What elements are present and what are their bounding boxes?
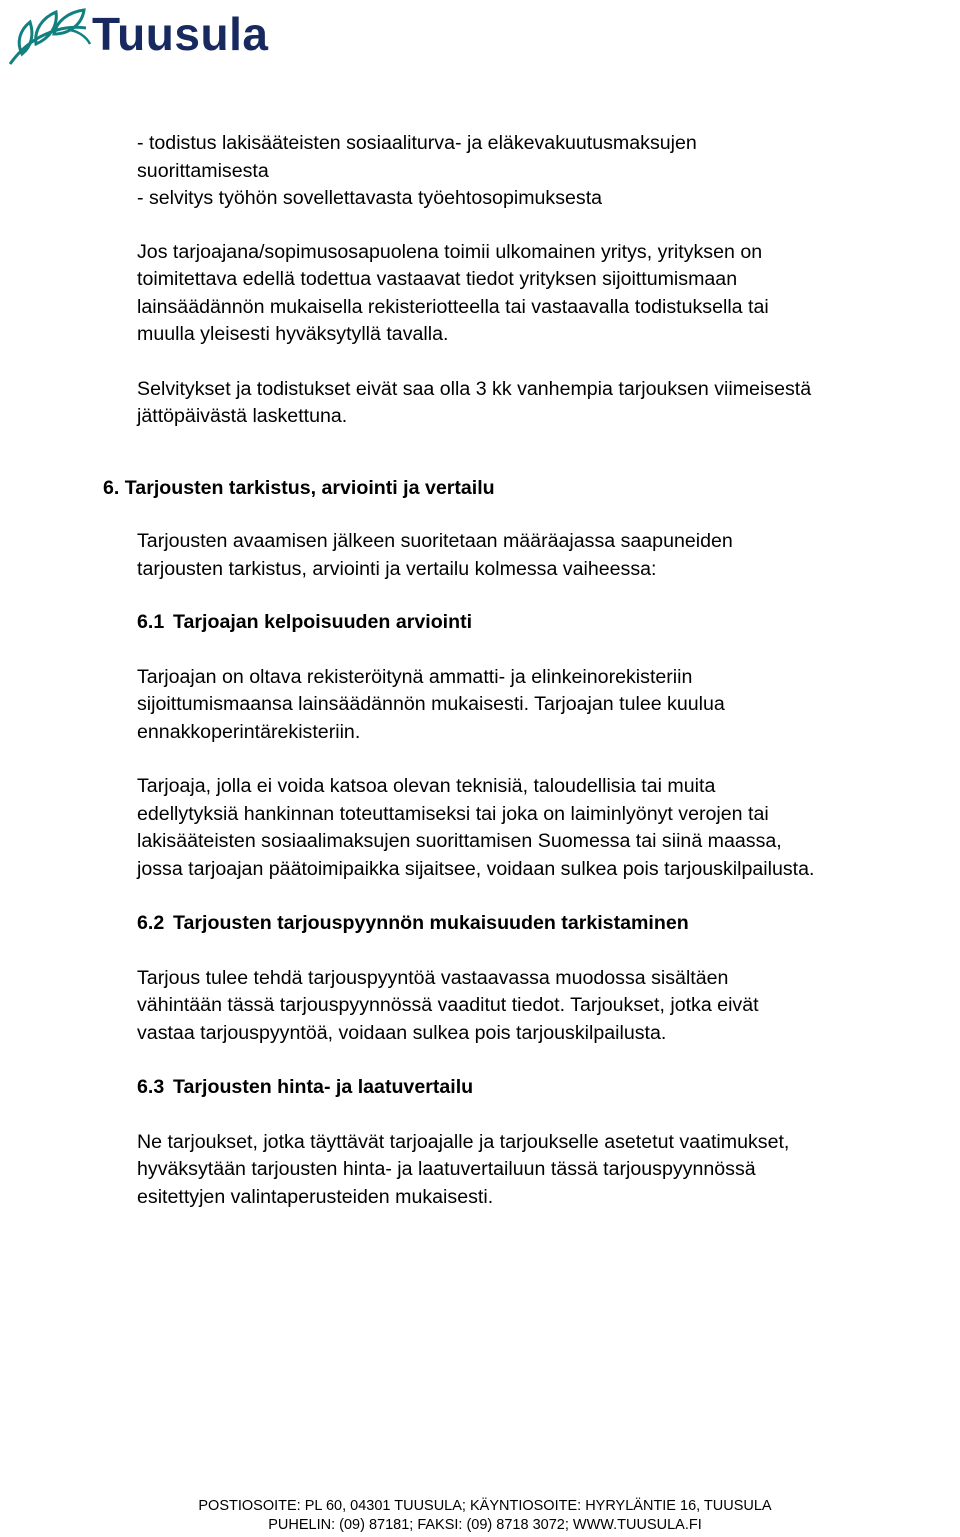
text-line: Tarjoaja, jolla ei voida katsoa olevan teknisiä, taloudellisia tai muita bbox=[137, 775, 716, 797]
section-number: 6.1 bbox=[137, 611, 165, 633]
text-line: lainsäädännön mukaisella rekisteriotteella tai vastaavalla todistuksella tai bbox=[137, 295, 769, 318]
section-6-3-paragraph bbox=[137, 1129, 959, 1212]
text-line: Jos tarjoajana/sopimusosapuolena toimii ulkomainen yritys, yrityksen on bbox=[137, 240, 763, 263]
text-line: vähintään tässä tarjouspyynnössä vaaditut tiedot. Tarjoukset, jotka eivät bbox=[137, 994, 759, 1016]
text-line: Tarjous tulee tehdä tarjouspyyntöä vastaavassa muodossa sisältäen bbox=[137, 966, 729, 989]
section-6-3-heading bbox=[137, 1074, 959, 1102]
section-6-2-heading bbox=[137, 910, 959, 938]
section-number: 6.2 bbox=[137, 912, 165, 934]
text-line: jossa tarjoajan päätoimipaikka sijaitsee, voidaan sulkea pois tarjouskilpailusta. bbox=[137, 857, 815, 880]
text-line: muulla yleisesti hyväksytyllä tavalla. bbox=[137, 323, 449, 345]
document-body bbox=[103, 130, 959, 1211]
text-line: suorittamisesta bbox=[137, 159, 269, 182]
text-line: - todistus lakisääteisten sosiaaliturva- ja eläkevakuutusmaksujen bbox=[137, 132, 697, 154]
text-line: edellytyksiä hankinnan toteuttamiseksi tai joka on laiminlyönyt verojen tai bbox=[137, 802, 769, 825]
leaf-logo-icon bbox=[6, 4, 92, 68]
section-6-intro bbox=[137, 528, 959, 583]
text-line: esitettyjen valintaperusteiden mukaisesti. bbox=[137, 1185, 494, 1208]
section-6-1-paragraph-2 bbox=[137, 773, 959, 883]
text-line: Selvitykset ja todistukset eivät saa olla 3 kk vanhempia tarjouksen viimeisestä bbox=[137, 377, 812, 400]
text-line: lakisääteisten sosiaalimaksujen suorittamisen Suomessa tai siinä maassa, bbox=[137, 830, 782, 852]
tuusula-logo bbox=[6, 4, 306, 68]
footer-address: POSTIOSOITE: PL 60, 04301 TUUSULA; KÄYNTIOSOITE: HYRYLÄNTIE 16, TUUSULA bbox=[198, 1498, 772, 1514]
text-line: toimitettava edellä todettua vastaavat tiedot yrityksen sijoittumismaan bbox=[137, 268, 738, 290]
text-line: jättöpäivästä laskettuna. bbox=[137, 405, 348, 427]
section-title: Tarjousten tarjouspyynnön mukaisuuden tarkistaminen bbox=[173, 912, 689, 934]
logo-wordmark: Tuusula bbox=[92, 8, 269, 60]
text-line: tarjousten tarkistus, arviointi ja vertailu kolmessa vaiheessa: bbox=[137, 557, 657, 580]
footer-contact: PUHELIN: (09) 87181; FAKSI: (09) 8718 3072; WWW.TUUSULA.FI bbox=[268, 1517, 702, 1533]
section-6-1-heading bbox=[137, 609, 959, 637]
section-title: Tarjousten hinta- ja laatuvertailu bbox=[173, 1076, 474, 1098]
page-footer bbox=[0, 1497, 960, 1535]
text-line: Tarjousten avaamisen jälkeen suoritetaan määräajassa saapuneiden bbox=[137, 530, 733, 552]
section-title: Tarjoajan kelpoisuuden arviointi bbox=[173, 611, 473, 633]
text-line: Ne tarjoukset, jotka täyttävät tarjoajalle ja tarjoukselle asetetut vaatimukset, bbox=[137, 1130, 790, 1153]
foreign-company-paragraph bbox=[137, 239, 959, 349]
text-line: ennakkoperintärekisteriin. bbox=[137, 720, 361, 743]
text-line: - selvitys työhön sovellettavasta työehtosopimuksesta bbox=[137, 187, 603, 209]
section-6-2-paragraph bbox=[137, 965, 959, 1048]
section-number: 6.3 bbox=[137, 1076, 165, 1098]
requirements-list bbox=[137, 130, 959, 213]
text-line: vastaa tarjouspyyntöä, voidaan sulkea pois tarjouskilpailusta. bbox=[137, 1021, 667, 1044]
validity-paragraph bbox=[137, 376, 959, 431]
text-line: sijoittumismaansa lainsäädännön mukaisesti. Tarjoajan tulee kuulua bbox=[137, 693, 725, 715]
text-line: hyväksytään tarjousten hinta- ja laatuvertailuun tässä tarjouspyynnössä bbox=[137, 1158, 756, 1180]
section-6-1-paragraph-1 bbox=[137, 664, 959, 747]
section-6-heading: 6. Tarjousten tarkistus, arviointi ja vertailu bbox=[103, 476, 495, 499]
text-line: Tarjoajan on oltava rekisteröitynä ammatti- ja elinkeinorekisteriin bbox=[137, 665, 693, 688]
